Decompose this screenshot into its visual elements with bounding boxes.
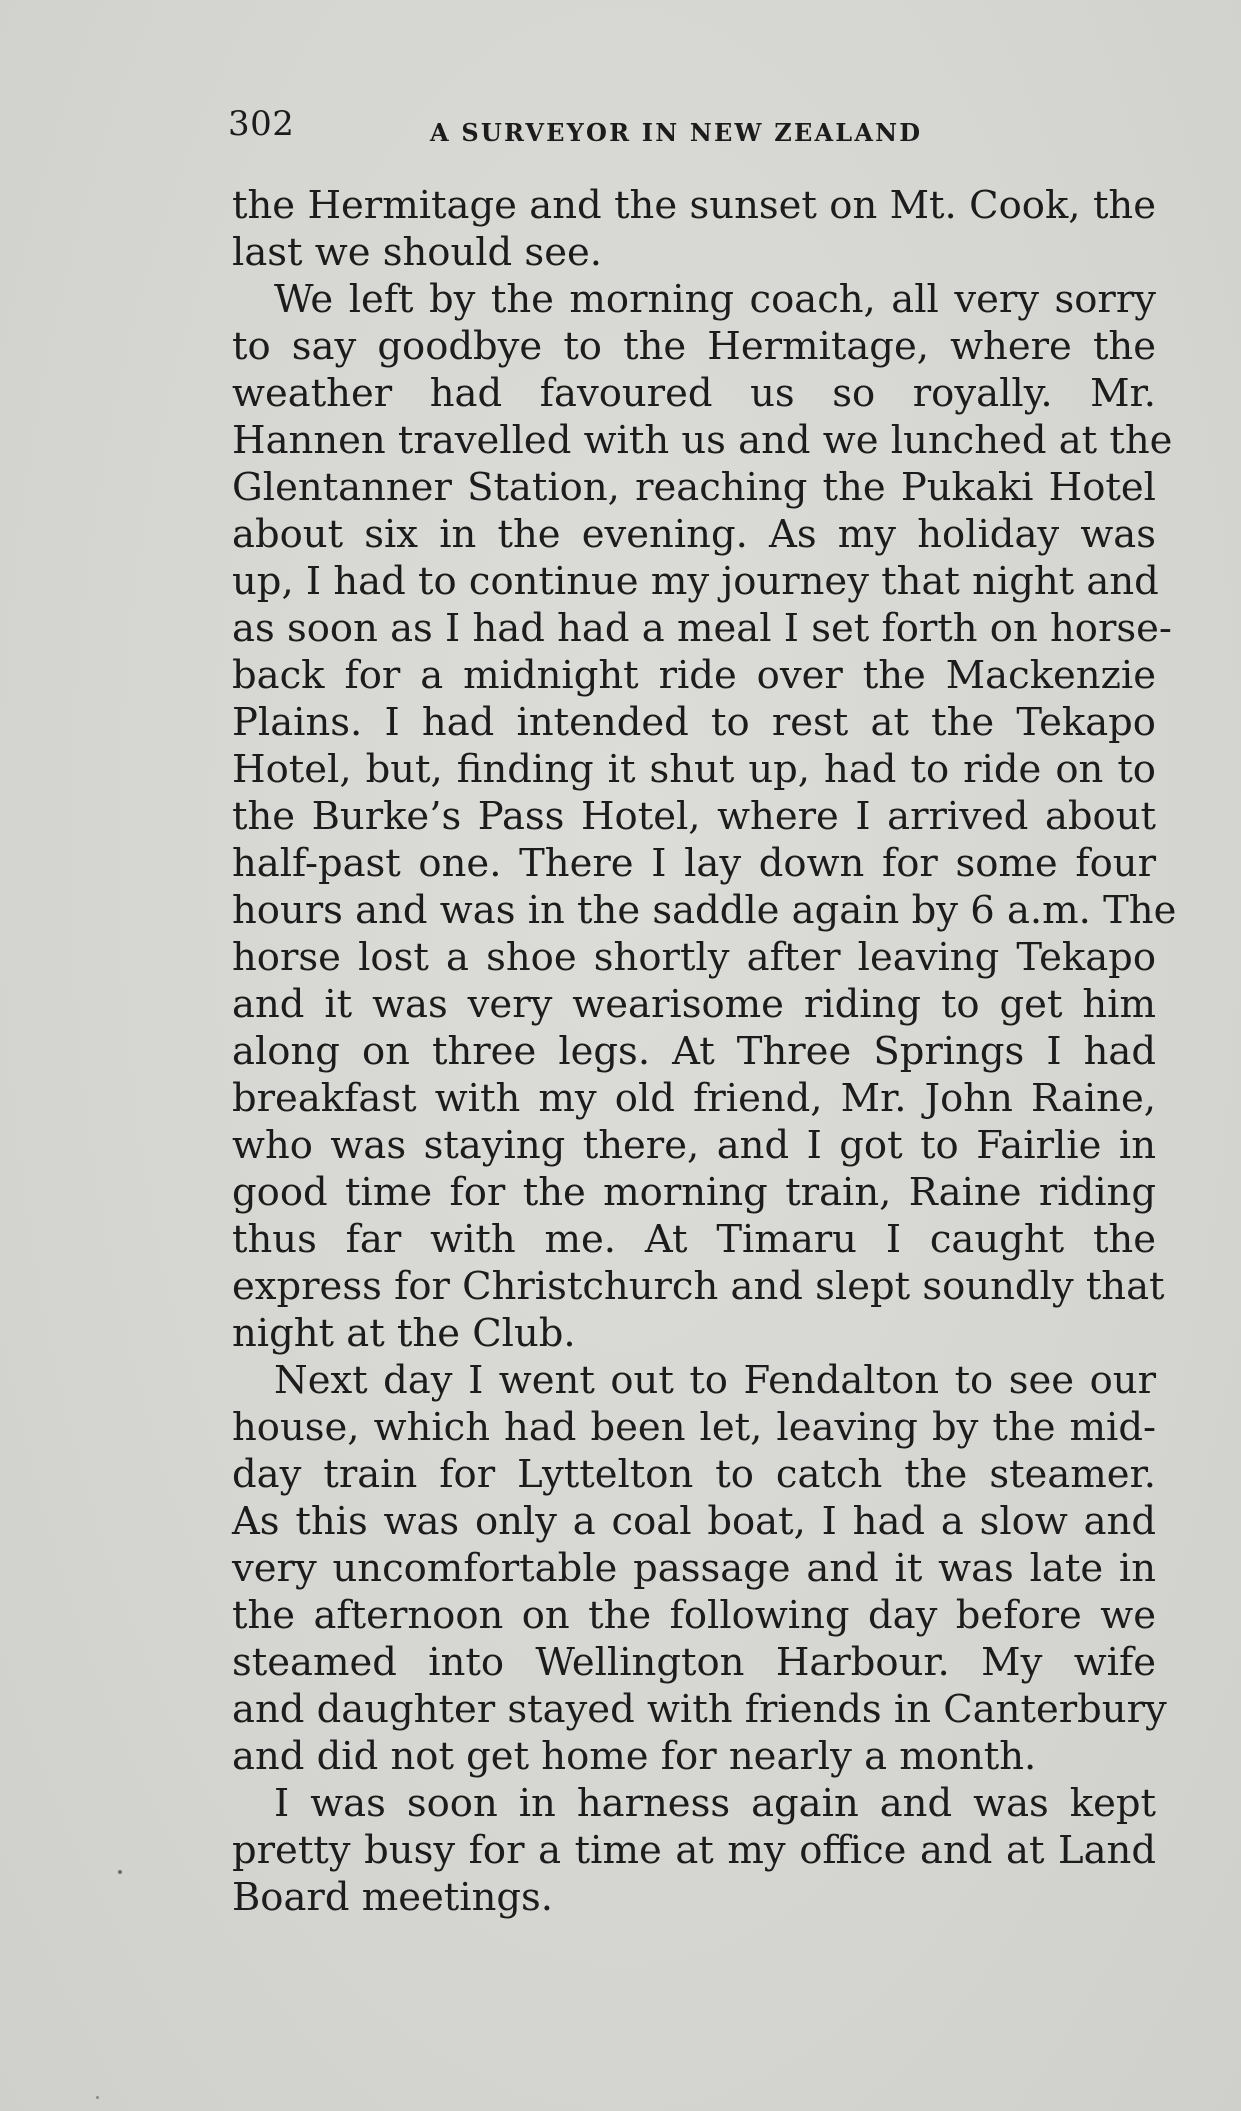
page-header: [228, 104, 1158, 147]
paragraph-first-line: Next day I went out to Fendalton to see our: [274, 1358, 1156, 1403]
text-line: house, which had been let, leaving by the mid-: [232, 1405, 1156, 1450]
text-line: Plains. I had intended to rest at the Tekapo: [232, 700, 1156, 745]
text-line: weather had favoured us so royally. Mr.: [232, 371, 1156, 416]
page-number: 302: [228, 104, 295, 144]
text-line: back for a midnight ride over the Mackenzie: [232, 653, 1156, 698]
text-line: very uncomfortable passage and it was late in: [232, 1546, 1156, 1591]
text-line: day train for Lyttelton to catch the steamer.: [232, 1452, 1156, 1497]
running-head: A SURVEYOR IN NEW ZEALAND: [430, 118, 923, 147]
text-line: horse lost a shoe shortly after leaving Tekapo: [232, 935, 1156, 980]
text-line: Hotel, but, finding it shut up, had to ride on to: [232, 747, 1156, 792]
text-line: Board meetings.: [232, 1875, 554, 1920]
text-line: steamed into Wellington Harbour. My wife: [232, 1640, 1156, 1685]
text-line: breakfast with my old friend, Mr. John Raine,: [232, 1076, 1156, 1121]
text-line: the Burke’s Pass Hotel, where I arrived about: [232, 794, 1156, 839]
paper-speck: [96, 2096, 99, 2099]
text-line: half-past one. There I lay down for some four: [232, 841, 1156, 886]
text-line: thus far with me. At Timaru I caught the: [232, 1217, 1156, 1262]
paragraph-first-line: I was soon in harness again and was kept: [274, 1781, 1156, 1826]
text-line: along on three legs. At Three Springs I had: [232, 1029, 1156, 1074]
text-line: Hannen travelled with us and we lunched at the: [232, 418, 1173, 463]
text-line: up, I had to continue my journey that night and: [232, 559, 1159, 604]
text-line: last we should see.: [232, 230, 602, 275]
text-line: good time for the morning train, Raine riding: [232, 1170, 1156, 1215]
text-line: about six in the evening. As my holiday was: [232, 512, 1156, 557]
paper-speck: [118, 1870, 122, 1874]
text-line: As this was only a coal boat, I had a slow and: [232, 1499, 1156, 1544]
text-line: as soon as I had had a meal I set forth on horse-: [232, 606, 1172, 651]
text-line: express for Christchurch and slept soundly that: [232, 1264, 1165, 1309]
text-line: and it was very wearisome riding to get him: [232, 982, 1156, 1027]
text-line: pretty busy for a time at my office and at Land: [232, 1828, 1156, 1873]
text-line: the Hermitage and the sunset on Mt. Cook, the: [232, 183, 1156, 228]
text-line: who was staying there, and I got to Fairlie in: [232, 1123, 1156, 1168]
text-line: hours and was in the saddle again by 6 a.m. The: [232, 888, 1177, 933]
text-line: the afternoon on the following day before we: [232, 1593, 1156, 1638]
paragraph-first-line: We left by the morning coach, all very sorry: [274, 277, 1156, 322]
text-line: night at the Club.: [232, 1311, 576, 1356]
text-line: and daughter stayed with friends in Canterbury: [232, 1687, 1167, 1732]
text-line: to say goodbye to the Hermitage, where the: [232, 324, 1156, 369]
text-line: Glentanner Station, reaching the Pukaki Hotel: [232, 465, 1156, 510]
text-line: and did not get home for nearly a month.: [232, 1734, 1037, 1779]
